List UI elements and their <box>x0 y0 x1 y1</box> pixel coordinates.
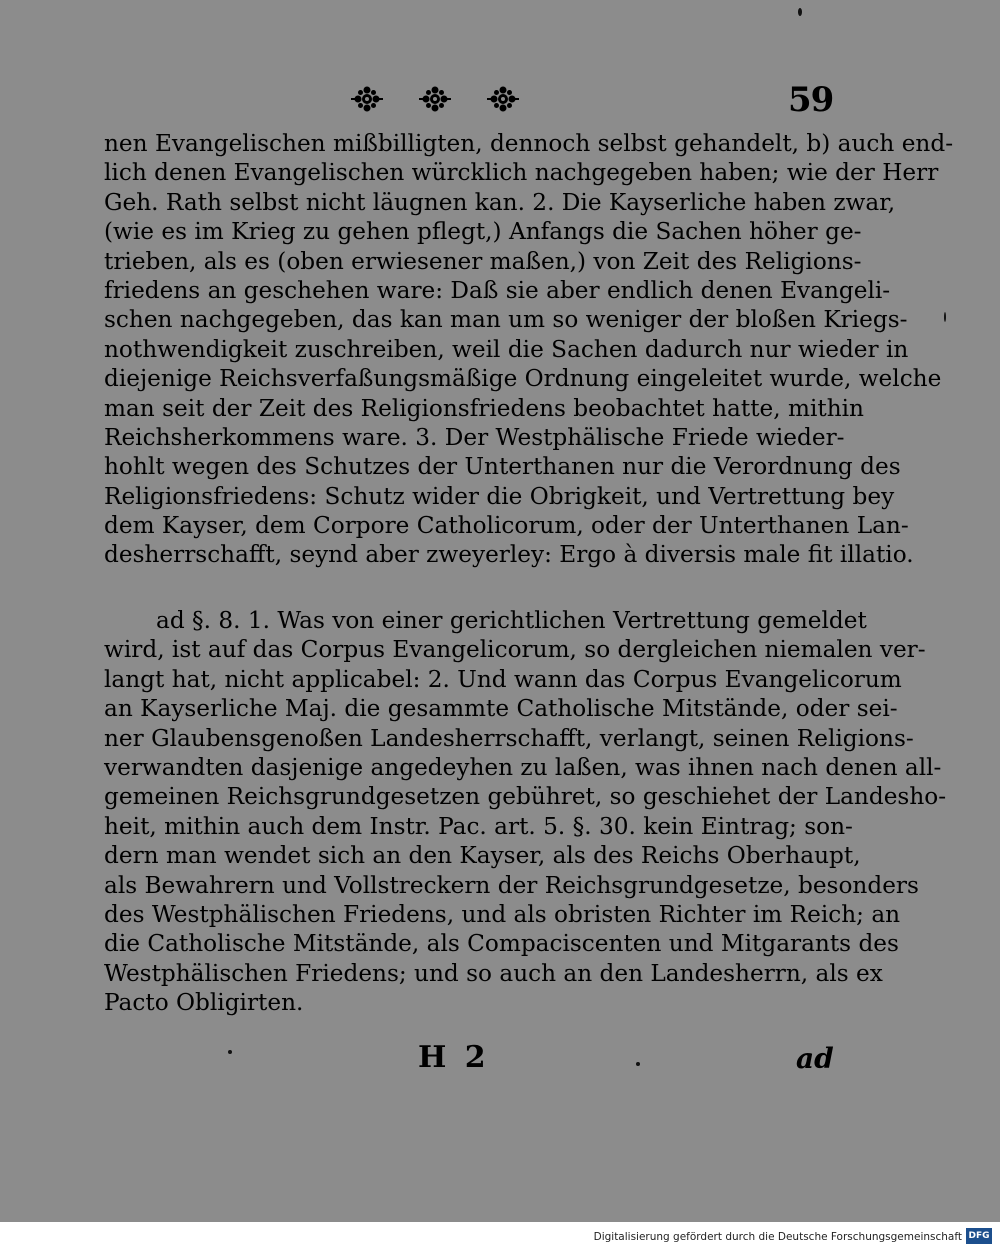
text-line: schen nachgegeben, das kan man um so weniger der bloßen Kriegs- <box>104 306 908 334</box>
dfg-logo-icon[interactable]: DFG <box>966 1228 992 1244</box>
text-line: Westphälischen Friedens; und so auch an den Landesherrn, als ex <box>104 959 883 987</box>
ornament-flower-icon <box>418 85 452 113</box>
text-line: desherrschafft, seynd aber zweyerley: Ergo à diversis male fit illatio. <box>104 541 914 569</box>
text-line: Religionsfriedens: Schutz wider die Obrigkeit, und Vertrettung bey <box>104 482 895 510</box>
signature-mark: H 2 <box>418 1040 490 1075</box>
ink-speck <box>944 312 946 322</box>
page-number: 59 <box>788 80 834 120</box>
text-line: ad §. 8. 1. Was von einer gerichtlichen Vertrettung gemeldet <box>156 607 867 634</box>
text-line: verwandten dasjenige angedeyhen zu laßen, was ihnen nach denen all- <box>104 753 942 781</box>
ink-speck <box>636 1062 640 1066</box>
ink-speck <box>798 8 802 16</box>
header-ornaments <box>350 84 550 114</box>
catchword: ad <box>796 1042 834 1075</box>
text-line: wird, ist auf das Corpus Evangelicorum, so dergleichen niemalen ver- <box>104 636 926 664</box>
paragraph-2 <box>104 606 947 1017</box>
text-line: Pacto Obligirten. <box>104 989 304 1017</box>
text-line: ner Glaubensgenoßen Landesherrschafft, verlangt, seinen Religions- <box>104 724 914 752</box>
text-line: heit, mithin auch dem Instr. Pac. art. 5. §. 30. kein Eintrag; son- <box>104 812 853 840</box>
footer-credit: Digitalisierung gefördert durch die Deutsche Forschungsgemeinschaft <box>593 1231 962 1243</box>
text-line: des Westphälischen Friedens, und als obristen Richter im Reich; an <box>104 900 901 928</box>
paragraph-1 <box>104 129 954 570</box>
ornament-flower-icon <box>486 85 520 113</box>
text-line: als Bewahrern und Vollstreckern der Reichsgrundgesetze, besonders <box>104 871 919 899</box>
text-line: langt hat, nicht applicabel: 2. Und wann das Corpus Evangelicorum <box>104 665 902 693</box>
footer-bar <box>0 1222 1000 1252</box>
text-line: friedens an geschehen ware: Daß sie aber endlich denen Evangeli- <box>104 276 891 304</box>
text-line: man seit der Zeit des Religionsfriedens beobachtet hatte, mithin <box>104 394 864 422</box>
text-line: lich denen Evangelischen würcklich nachgegeben haben; wie der Herr <box>104 159 939 187</box>
ink-speck <box>228 1050 232 1054</box>
text-line: nen Evangelischen mißbilligten, dennoch selbst gehandelt, b) auch end- <box>104 130 954 157</box>
text-line: hohlt wegen des Schutzes der Unterthanen nur die Verordnung des <box>104 453 901 481</box>
text-line: Reichsherkommens ware. 3. Der Westphälische Friede wieder- <box>104 423 845 451</box>
text-line: dern man wendet sich an den Kayser, als des Reichs Oberhaupt, <box>104 842 861 870</box>
text-line: nothwendigkeit zuschreiben, weil die Sachen dadurch nur wieder in <box>104 335 909 363</box>
text-line: Geh. Rath selbst nicht läugnen kan. 2. Die Kayserliche haben zwar, <box>104 188 896 216</box>
text-line: an Kayserliche Maj. die gesammte Catholische Mitstände, oder sei- <box>104 695 898 723</box>
text-line: diejenige Reichsverfaßungsmäßige Ordnung eingeleitet wurde, welche <box>104 365 942 393</box>
text-line: (wie es im Krieg zu gehen pflegt,) Anfangs die Sachen höher ge- <box>104 218 862 246</box>
text-line: dem Kayser, dem Corpore Catholicorum, oder der Unterthanen Lan- <box>104 512 909 540</box>
text-line: gemeinen Reichsgrundgesetzen gebühret, so geschiehet der Landesho- <box>104 783 947 811</box>
text-line: trieben, als es (oben erwiesener maßen,) von Zeit des Religions- <box>104 247 862 275</box>
ornament-flower-icon <box>350 85 384 113</box>
text-line: die Catholische Mitstände, als Compaciscenten und Mitgarants des <box>104 930 899 958</box>
